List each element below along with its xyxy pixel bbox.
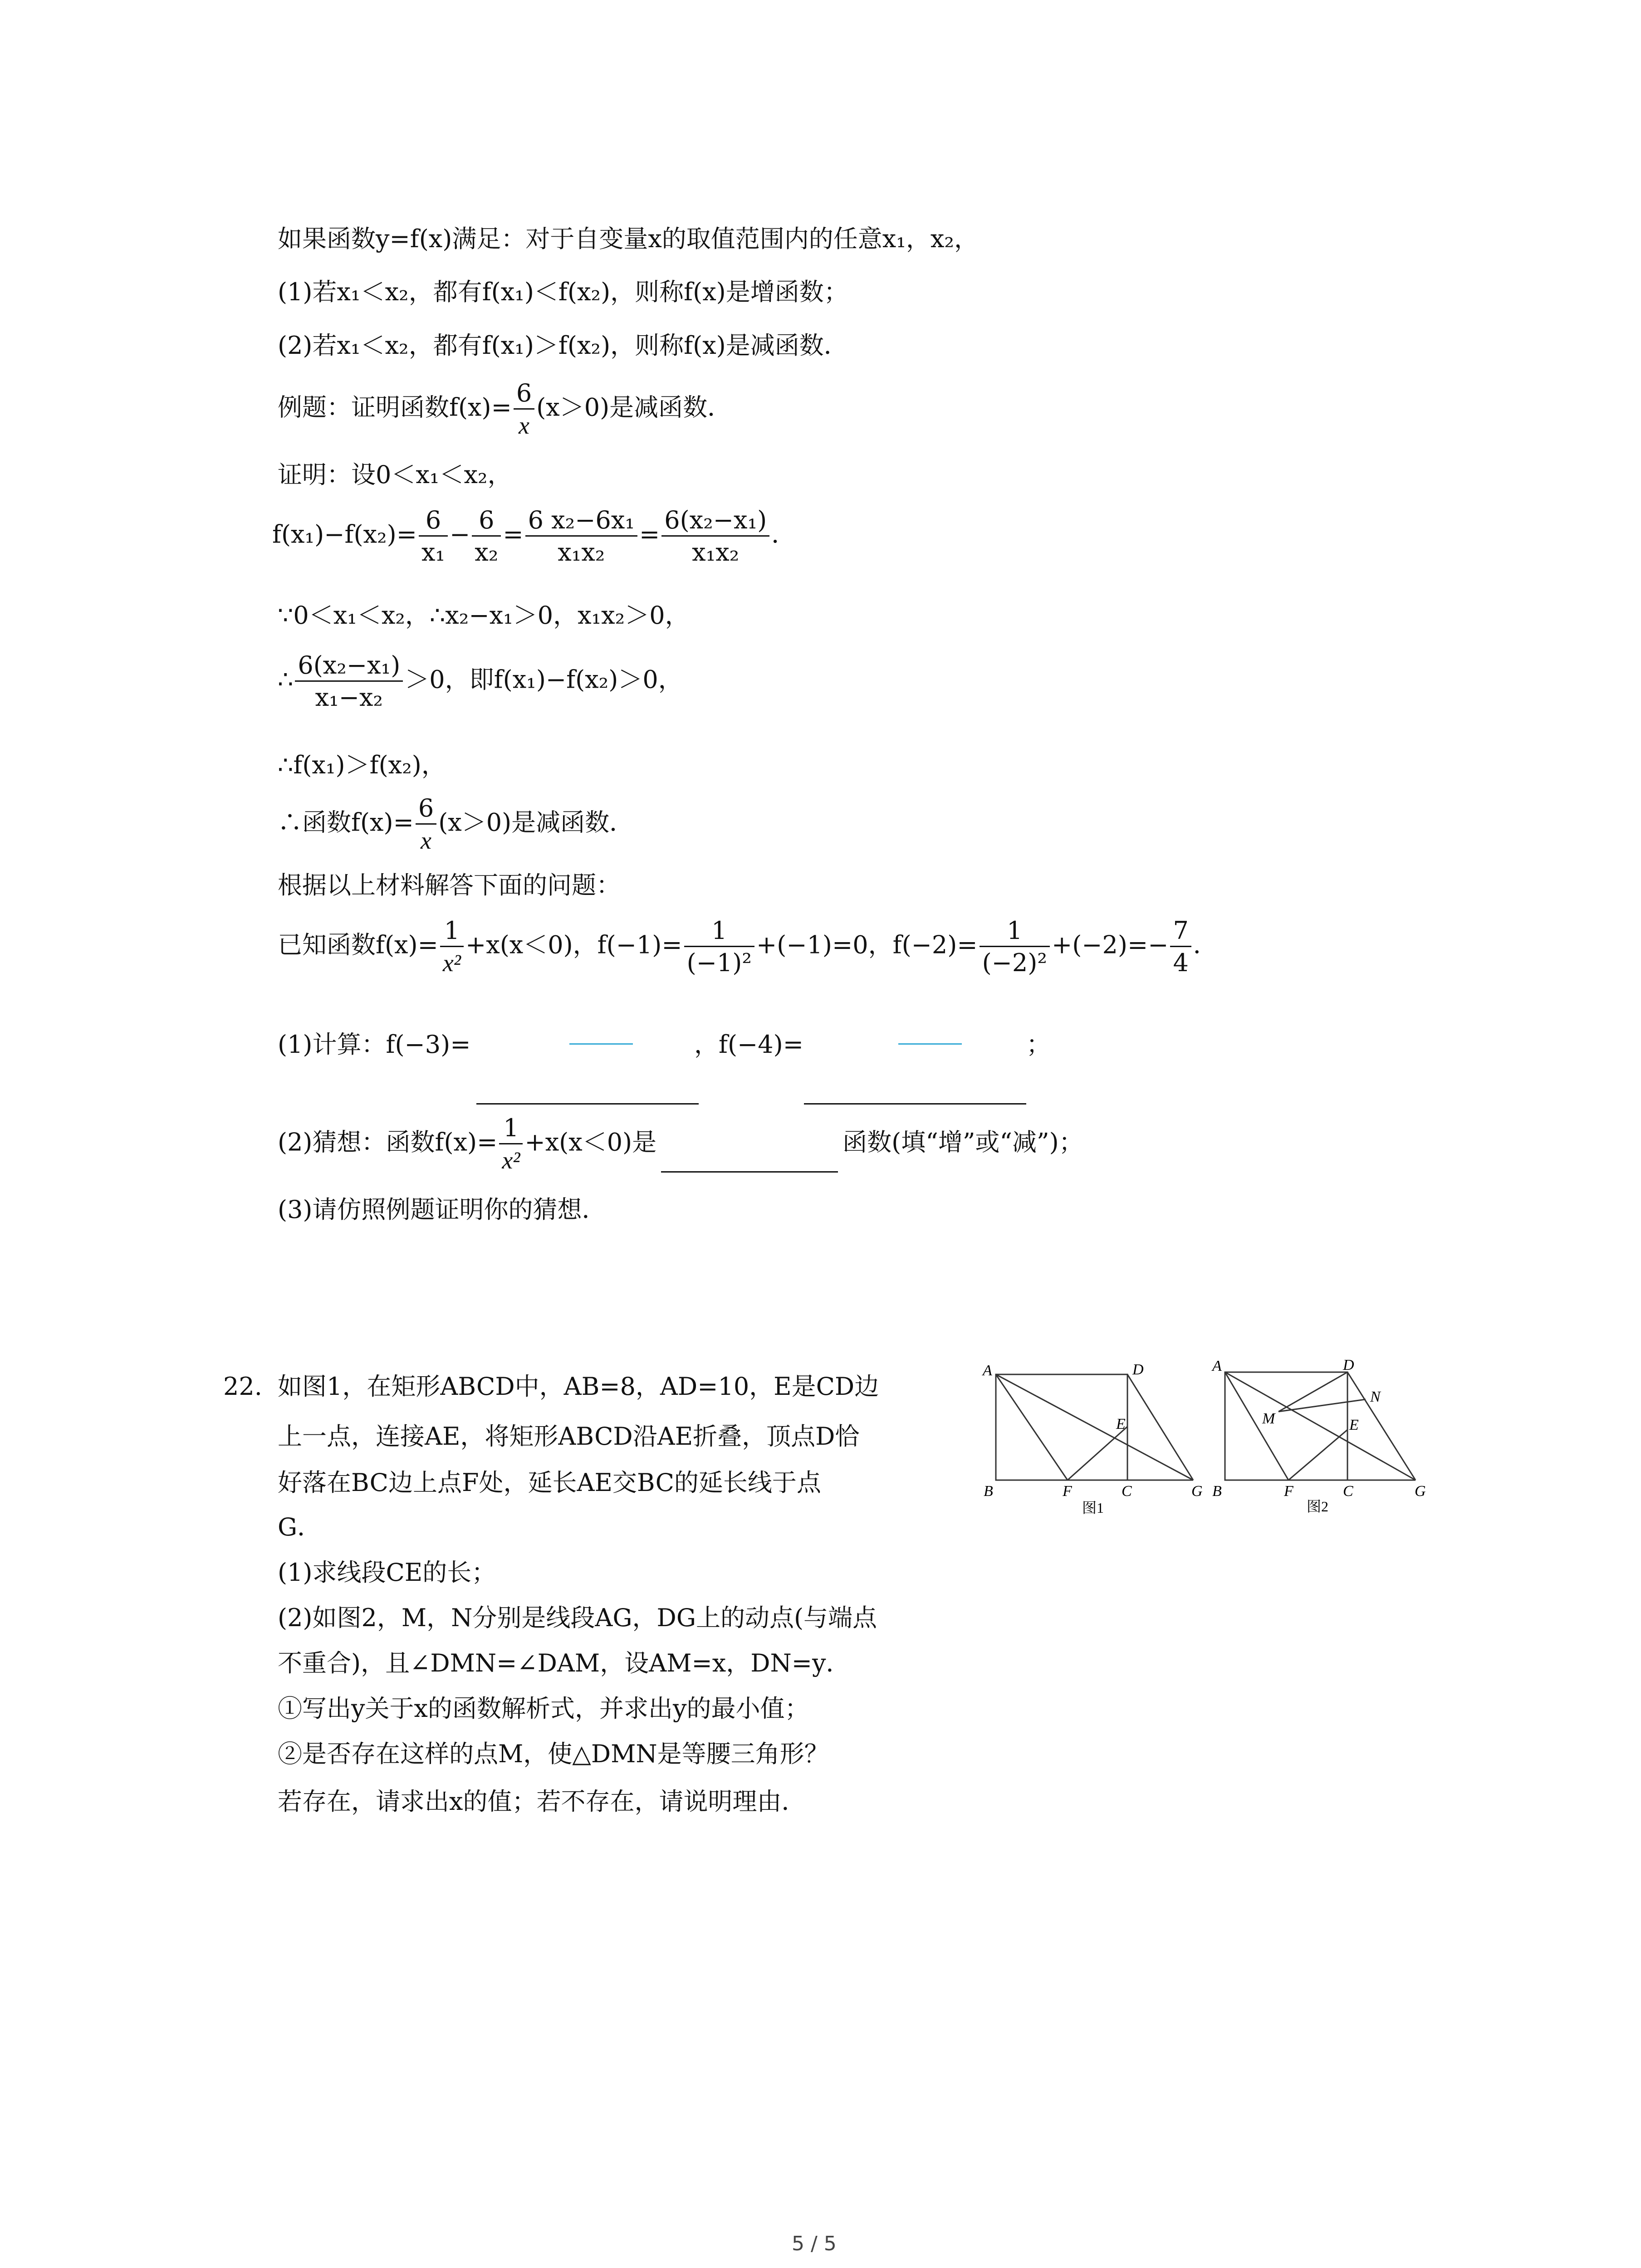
proof-frac1 bbox=[419, 508, 448, 565]
problem22-line-3: 好落在BC边上点F处，延长AE交BC的延长线于点 bbox=[278, 1468, 821, 1497]
given-frac1 bbox=[440, 916, 464, 977]
proof-frac3-den: x₁x₂ bbox=[558, 538, 605, 567]
fig1-line-dg bbox=[1127, 1374, 1193, 1480]
fig1-line-af bbox=[996, 1374, 1068, 1480]
proof-line6-tail: (x＞0)是减函数． bbox=[438, 808, 634, 837]
problem22-line-4: G． bbox=[278, 1513, 322, 1541]
fig1-label-d: D bbox=[1132, 1361, 1144, 1378]
given-frac2 bbox=[684, 916, 754, 977]
problem22-line-2: 上一点，连接AE，将矩形ABCD沿AE折叠，顶点D恰 bbox=[278, 1422, 860, 1451]
q2-line bbox=[278, 1116, 1083, 1173]
fig2-label-f: F bbox=[1284, 1483, 1293, 1500]
given-mid3: +(−2)=− bbox=[1051, 930, 1169, 959]
proof-frac4-num: 6(x₂−x₁) bbox=[661, 508, 769, 537]
given-end: ． bbox=[1193, 930, 1218, 959]
q3-line: (3)请仿照例题证明你的猜想． bbox=[278, 1195, 607, 1224]
example-line bbox=[278, 381, 732, 438]
given-frac3 bbox=[980, 916, 1050, 977]
proof-frac5-num: 6(x₂−x₁) bbox=[295, 653, 403, 682]
example-frac-den: x bbox=[519, 412, 529, 439]
material-line: 根据以上材料解答下面的问题： bbox=[278, 871, 621, 899]
fig2-label-a: A bbox=[1212, 1358, 1222, 1374]
problem22-line-7: 不重合)，且∠DMN=∠DAM，设AM=x，DN=y． bbox=[278, 1649, 851, 1677]
given-frac2-den: (−1)² bbox=[686, 948, 752, 977]
given-frac3-num: 1 bbox=[980, 919, 1050, 947]
proof-minus: − bbox=[450, 520, 470, 549]
q1-end: ； bbox=[1026, 1030, 1051, 1059]
fig2-rectangle bbox=[1225, 1372, 1347, 1480]
given-frac4-den: 4 bbox=[1173, 948, 1189, 977]
given-mid1: +x(x＜0)，f(−1)= bbox=[465, 930, 682, 959]
given-line bbox=[278, 916, 1218, 977]
figure-2-diagram bbox=[1211, 1352, 1447, 1515]
example-tail: (x＞0)是减函数． bbox=[536, 393, 732, 422]
proof-frac5 bbox=[295, 653, 403, 710]
q2-answer-blank[interactable] bbox=[661, 1147, 838, 1173]
fig1-label-e: E bbox=[1116, 1416, 1126, 1432]
problem22-line-6: (2)如图2，M，N分别是线段AG，DG上的动点(与端点 bbox=[278, 1603, 877, 1632]
proof-frac2-num: 6 bbox=[472, 508, 501, 537]
fig2-line-fe bbox=[1288, 1430, 1347, 1480]
q1-answer-blank-1[interactable] bbox=[476, 1103, 699, 1105]
fig2-line-mn bbox=[1279, 1399, 1366, 1412]
fig2-line-dm bbox=[1279, 1372, 1347, 1412]
fig1-caption: 图1 bbox=[1082, 1500, 1104, 1515]
proof-eq1: = bbox=[503, 520, 524, 549]
q2-frac-num: 1 bbox=[499, 1116, 523, 1144]
q1-mid: ，f(−4)= bbox=[694, 1030, 803, 1059]
page-number: 5 / 5 bbox=[792, 2232, 837, 2255]
q1-answer-mark-1 bbox=[569, 1043, 633, 1045]
problem22-line-10: 若存在，请求出x的值；若不存在，请说明理由． bbox=[278, 1787, 806, 1816]
fig1-label-b: B bbox=[984, 1483, 993, 1500]
fig2-label-b: B bbox=[1212, 1483, 1222, 1500]
fig2-line-af bbox=[1225, 1372, 1288, 1480]
q1-answer-blank-2[interactable] bbox=[804, 1103, 1026, 1105]
proof-frac6-num: 6 bbox=[416, 796, 436, 825]
figure-1-diagram bbox=[980, 1356, 1211, 1515]
proof-eq2: = bbox=[639, 520, 660, 549]
proof-frac2 bbox=[472, 508, 501, 565]
proof-line2 bbox=[272, 508, 796, 565]
q1-head: (1)计算：f(−3)= bbox=[278, 1030, 471, 1059]
fig1-line-ag bbox=[996, 1374, 1193, 1480]
q2-mid: +x(x＜0)是 bbox=[524, 1128, 657, 1157]
fig2-label-g: G bbox=[1415, 1483, 1426, 1500]
proof-frac4 bbox=[661, 508, 769, 565]
proof-frac6 bbox=[416, 796, 436, 853]
proof-frac1-den: x₁ bbox=[421, 538, 446, 567]
proof-line4-tail: ＞0，即f(x₁)−f(x₂)＞0， bbox=[405, 665, 683, 694]
q1-answer-mark-2 bbox=[898, 1043, 962, 1045]
proof-frac2-den: x₂ bbox=[475, 538, 499, 567]
fig2-label-d: D bbox=[1343, 1357, 1354, 1374]
proof-line3: ∵0＜x₁＜x₂，∴x₂−x₁＞0，x₁x₂＞0， bbox=[278, 601, 690, 630]
given-frac4 bbox=[1170, 916, 1191, 977]
proof-line6-head: ∴函数f(x)= bbox=[278, 808, 414, 837]
problem22-line-1: 如图1，在矩形ABCD中，AB=8，AD=10，E是CD边 bbox=[278, 1372, 879, 1401]
q2-tail: 函数(填“增”或“减”)； bbox=[843, 1128, 1083, 1157]
proof-frac1-num: 6 bbox=[419, 508, 448, 537]
example-frac-num: 6 bbox=[514, 381, 534, 410]
proof-frac4-den: x₁x₂ bbox=[692, 538, 740, 567]
definition-cond2: (2)若x₁＜x₂，都有f(x₁)＞f(x₂)，则称f(x)是减函数． bbox=[278, 331, 848, 360]
given-frac3-den: (−2)² bbox=[982, 948, 1047, 977]
proof-frac3 bbox=[525, 508, 637, 565]
fig2-label-m: M bbox=[1262, 1410, 1275, 1427]
fig2-label-n: N bbox=[1370, 1388, 1381, 1405]
proof-frac3-num: 6 x₂−6x₁ bbox=[525, 508, 637, 537]
proof-frac6-den: x bbox=[421, 827, 431, 854]
fig1-rectangle bbox=[996, 1374, 1127, 1480]
fig2-caption: 图2 bbox=[1307, 1498, 1329, 1515]
given-frac1-den: x² bbox=[442, 949, 461, 977]
fig2-label-c: C bbox=[1343, 1483, 1353, 1500]
proof-line6 bbox=[278, 796, 634, 853]
given-frac1-num: 1 bbox=[440, 919, 464, 947]
problem22-number: 22. bbox=[223, 1372, 262, 1401]
fig2-label-e: E bbox=[1349, 1417, 1359, 1433]
q2-head: (2)猜想：函数f(x)= bbox=[278, 1128, 498, 1157]
proof-line5: ∴f(x₁)＞f(x₂)， bbox=[278, 751, 446, 779]
problem22-line-5: (1)求线段CE的长； bbox=[278, 1558, 496, 1587]
q2-frac-den: x² bbox=[502, 1147, 520, 1174]
given-mid2: +(−1)=0，f(−2)= bbox=[756, 930, 978, 959]
given-frac2-num: 1 bbox=[684, 919, 754, 947]
given-head: 已知函数f(x)= bbox=[278, 930, 438, 959]
example-label: 例题：证明函数f(x)= bbox=[278, 393, 512, 422]
problem22-line-9: ②是否存在这样的点M，使△DMN是等腰三角形？ bbox=[278, 1740, 829, 1768]
proof-dot: ． bbox=[771, 520, 796, 549]
proof-therefore: ∴ bbox=[278, 665, 294, 694]
proof-line1: 证明：设0＜x₁＜x₂， bbox=[278, 460, 512, 489]
proof-line4 bbox=[278, 653, 683, 710]
definition-intro: 如果函数y=f(x)满足：对于自变量x的取值范围内的任意x₁，x₂， bbox=[278, 225, 979, 253]
fig1-line-fe bbox=[1068, 1427, 1127, 1480]
given-frac4-num: 7 bbox=[1170, 919, 1191, 947]
proof-line2-lhs: f(x₁)−f(x₂)= bbox=[272, 520, 417, 549]
fig1-label-f: F bbox=[1063, 1483, 1072, 1500]
example-fraction bbox=[514, 381, 534, 438]
fig1-label-g: G bbox=[1191, 1483, 1203, 1500]
fig1-label-a: A bbox=[983, 1362, 992, 1379]
proof-frac5-den: x₁−x₂ bbox=[315, 683, 383, 712]
problem22-line-8: ①写出y关于x的函数解析式，并求出y的最小值； bbox=[278, 1694, 809, 1723]
q2-frac bbox=[499, 1116, 523, 1173]
definition-cond1: (1)若x₁＜x₂，都有f(x₁)＜f(x₂)，则称f(x)是增函数； bbox=[278, 278, 848, 306]
fig1-label-c: C bbox=[1122, 1483, 1132, 1500]
